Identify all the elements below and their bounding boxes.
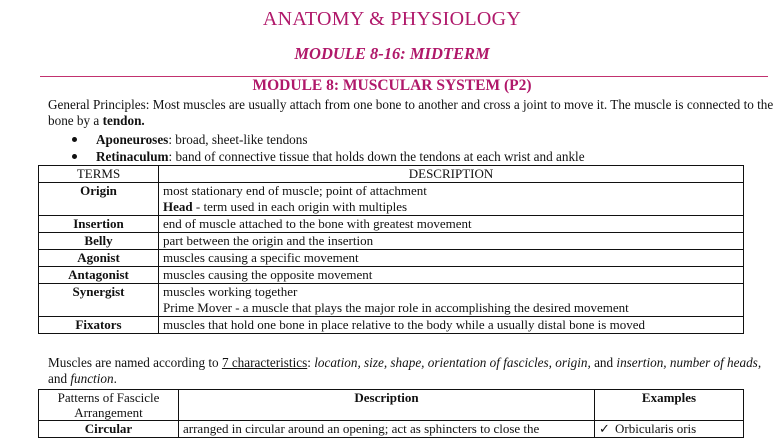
pattern-name: Circular: [84, 421, 133, 436]
description-cell: muscles causing the opposite movement: [159, 267, 744, 284]
term-cell: Insertion: [39, 216, 159, 233]
table-row: [39, 233, 744, 250]
bullet-term: Aponeuroses: [96, 132, 169, 147]
tendon-term: tendon.: [102, 113, 145, 128]
term-cell: Synergist: [39, 284, 159, 317]
bullet-text: : band of connective tissue that holds down the tendons at each wrist and ankle: [168, 149, 585, 164]
bullet-dot-icon: [72, 154, 77, 159]
naming-and-2: and: [48, 371, 71, 386]
description-cell: muscles that hold one bone in place relative to the body while a usually distal bone is moved: [159, 317, 744, 334]
naming-italic-1: location, size, shape, orientation of fascicles, origin,: [314, 355, 591, 370]
term-cell: Belly: [39, 233, 159, 250]
description-cell: [159, 183, 744, 216]
example-cell: [595, 421, 744, 438]
naming-colon: :: [307, 355, 315, 370]
module-subtitle: MODULE 8-16: MIDTERM: [294, 44, 490, 63]
patterns-column-header: Patterns of Fascicle Arrangement: [39, 390, 179, 421]
principles-lead-text: General Principles: Most muscles are usually attach from one bone to another and cross a joint to move it. The muscle is connected to the bone by a: [48, 97, 774, 128]
naming-and-1: and: [590, 355, 617, 370]
term-cell: Agonist: [39, 250, 159, 267]
naming-italic-3: function: [70, 371, 114, 386]
list-item: [72, 148, 585, 165]
note-text: - term used in each origin with multiples: [192, 199, 408, 214]
table-row: [39, 183, 744, 216]
term-cell: Antagonist: [39, 267, 159, 284]
pattern-cell: [39, 421, 179, 438]
table-row: [39, 317, 744, 334]
table-row: [39, 216, 744, 233]
principles-bullet-list: [72, 131, 585, 165]
general-principles-paragraph: [48, 97, 778, 129]
description-cell: part between the origin and the insertion: [159, 233, 744, 250]
table-header-row: [39, 166, 744, 183]
naming-lead-text: Muscles are named according to: [48, 355, 222, 370]
table-row: [39, 284, 744, 317]
checkmark-icon: ✓: [599, 421, 610, 436]
bullet-text: : broad, sheet-like tendons: [168, 132, 308, 147]
table-row: [39, 250, 744, 267]
description-column-header: Description: [179, 390, 595, 421]
description-note: [163, 199, 739, 215]
bullet-term: Retinaculum: [96, 149, 169, 164]
naming-italic-2: insertion, number of heads,: [616, 355, 762, 370]
description-cell: [159, 284, 744, 317]
characteristics-link-text: 7 characteristics: [221, 355, 308, 370]
table-row: [39, 267, 744, 284]
naming-end: .: [113, 371, 117, 386]
description-cell: end of muscle attached to the bone with greatest movement: [159, 216, 744, 233]
description-cell: arranged in circular around an opening; act as sphincters to close the: [179, 421, 595, 438]
bullet-dot-icon: [72, 137, 77, 142]
terms-column-header: TERMS: [39, 166, 159, 183]
term-cell: Origin: [39, 183, 159, 216]
head-term: Head: [163, 199, 193, 214]
description-column-header: DESCRIPTION: [159, 166, 744, 183]
list-item: [72, 131, 585, 148]
example-text: Orbicularis oris: [615, 421, 697, 436]
terms-table: [38, 165, 744, 334]
table-header-row: [39, 390, 744, 421]
description-text: muscles working together: [163, 284, 298, 299]
examples-column-header: Examples: [595, 390, 744, 421]
description-note: Prime Mover - a muscle that plays the major role in accomplishing the desired movement: [163, 300, 629, 315]
description-text: most stationary end of muscle; point of attachment: [163, 183, 427, 198]
table-row: [39, 421, 744, 438]
fascicle-patterns-table: [38, 389, 744, 438]
description-cell: muscles causing a specific movement: [159, 250, 744, 267]
term-cell: Fixators: [39, 317, 159, 334]
section-heading: MODULE 8: MUSCULAR SYSTEM (P2): [252, 77, 532, 94]
document-title: ANATOMY & PHYSIOLOGY: [262, 8, 522, 30]
naming-paragraph: [48, 355, 778, 387]
